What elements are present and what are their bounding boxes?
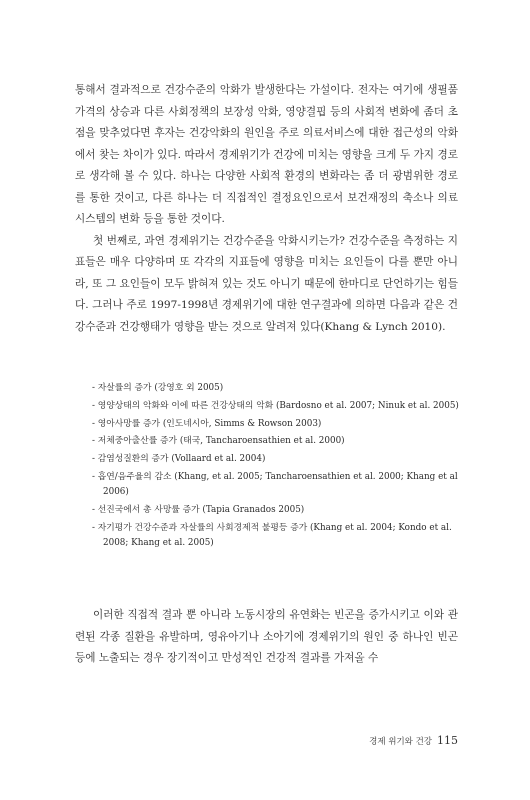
body-text [75, 80, 458, 338]
paragraph-2: 첫 번째로, 과연 경제위기는 건강수준을 악화시키는가? 건강수준을 측정하는 지표들은 매우 다양하며 또 각각의 지표들에 영향을 미치는 요인들이 다를 뿐만 아니라, 또 그 요인들이 모두 밝혀져 있는 것도 아니기 때문에 한마디로 단언하기는 힘들다. 그러나 주로 1997-1998년 경제위기에 대한 연구결과에 의하면 다음과 같은 건강수준과 건강행태가 영향을 받는 것으로 알려져 있다(Khang & Lynch 2010). [75, 234, 458, 333]
continuation-text [75, 605, 458, 670]
list-item: - 저체중아출산률 증가 (태국, Tancharoensathien et al. 2000) [92, 436, 345, 447]
list-item: - 자기평가 건강수준과 자살률의 사회경제적 불평등 증가 (Khang et al. 2004; Kondo et al. 2008; Khang et al. 2005) [92, 522, 452, 548]
running-title: 경제 위기와 건강 [369, 737, 432, 747]
list-item: - 자살률의 증가 (강영호 외 2005) [92, 383, 224, 393]
findings-list [92, 381, 462, 554]
list-item: - 영아사망률 증가 (인도네시아, Simms & Rowson 2003) [92, 418, 322, 429]
list-item: - 흡연/음주율의 감소 (Khang, et al. 2005; Tancharoensathien et al. 2000; Khang et al 2006) [92, 471, 458, 498]
list-item: - 영양상태의 악화와 이에 따른 건강상태의 악화 (Bardosno et al. 2007; Ninuk et al. 2005) [92, 400, 459, 411]
paragraph-3: 이러한 직접적 결과 뿐 아니라 노동시장의 유연화는 빈곤을 증가시키고 이와 관련된 각종 질환을 유발하며, 영유아기나 소아기에 경제위기의 원인 중 하나인 빈곤 등에 노출되는 경우 장기적이고 만성적인 건강적 결과를 가져올 수 [75, 609, 458, 664]
list-item: - 감염성질환의 증가 (Vollaard et al. 2004) [92, 454, 266, 465]
page-footer [369, 734, 458, 747]
list-item: - 선진국에서 총 사망률 증가 (Tapia Granados 2005) [92, 504, 305, 515]
page-number: 115 [437, 734, 458, 747]
paragraph-1: 통해서 결과적으로 건강수준의 악화가 발생한다는 가설이다. 전자는 여기에 생필품 가격의 상승과 다른 사회정책의 보장성 악화, 영양결핍 등의 사회적 변화에 좀더 초점을 맞추었다면 후자는 건강악화의 원인을 주로 의료서비스에 대한 접근성의 악화에서 찾는 차이가 있다. 따라서 경제위기가 건강에 미치는 영향을 크게 두 가지 경로로 생각해 볼 수 있다. 하나는 다양한 사회적 환경의 변화라는 좀 더 광범위한 경로를 통한 것이고, 다른 하나는 더 직접적인 결정요인으로서 보건재정의 축소나 의료시스템의 변화 등을 통한 것이다. [75, 84, 458, 225]
